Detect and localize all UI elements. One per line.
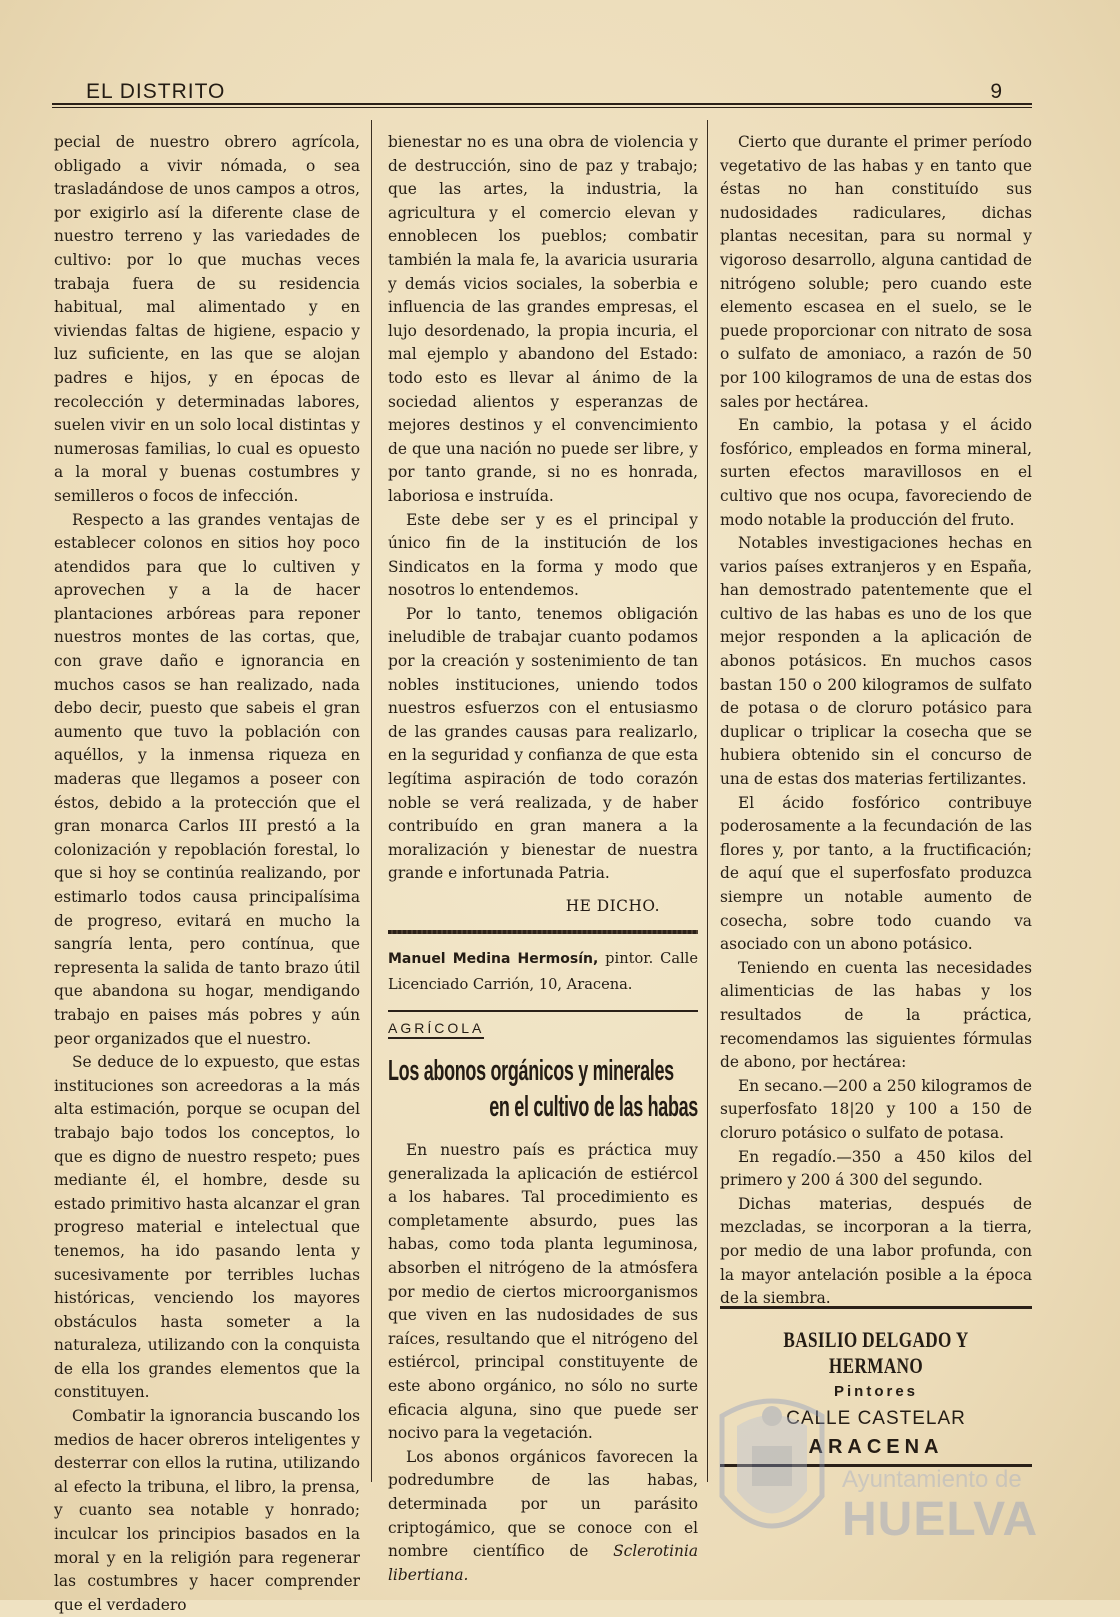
paragraph: En secano.—200 a 250 kilogramos de superfosfato 18|20 y 100 a 150 de cloruro potásico o sulfato de potasa. [720, 1076, 1032, 1142]
column-divider [371, 120, 372, 1482]
watermark-line1: Ayuntamiento de [842, 1466, 1022, 1493]
signoff: HE DICHO. [565, 897, 660, 915]
header-rule-thin [52, 107, 1032, 108]
page-header [52, 80, 1032, 104]
article-title [388, 1053, 698, 1125]
column-2 [388, 131, 698, 1587]
section-divider [388, 930, 698, 934]
archive-watermark [712, 1386, 1052, 1566]
page-number: 9 [990, 80, 1002, 103]
column-divider [707, 120, 708, 1482]
paragraph: pecial de nuestro obrero agrícola, obligado a vivir nómada, o sea trasladándose de unos campos a otros, por exigirlo así la diferente clase de nuestro terreno y las variedades de cultivo: por lo que muchas veces trabaja fuera de su residencia habitual, mal alimentado y en viviendas faltas de higiene, espacio y luz suficiente, en las que se alojan padres e hijos, y en épocas de recolección y determinadas labores, suelen vivir en un solo local distintas y numerosas familias, lo cual es opuesto a la moral y buenas costumbres y semilleros o focos de infección. [54, 133, 360, 505]
header-rule [52, 103, 1032, 105]
watermark-line2: HUELVA [842, 1493, 1039, 1546]
paragraph: En nuestro país es práctica muy generalizada la aplicación de estiércol a los habares. Tal procedimiento es completamente absurdo, pues las habas, como toda planta leguminosa, absorben el nitrógeno de la atmósfera por medio de ciertos microorganismos que viven en las nudosidades de sus raíces, resultando que el nitrógeno del estiércol, principal constituyente de este abono orgánico, no sólo no surte eficacia alguna, sino que puede ser nocivo para la vegetación. [388, 1141, 698, 1443]
article-title-line1: Los abonos orgánicos y minerales [388, 1055, 674, 1087]
ad-city: ARACENA [808, 1436, 944, 1458]
paragraph-text: Los abonos orgánicos favorecen la podredumbre de las habas, determinada por un parásito criptogámico, que se conoce con el nombre científico de [388, 1447, 698, 1561]
paragraph: Combatir la ignorancia buscando los medios de hacer obreros inteligentes y desterrar con ellos la rutina, utilizando al efecto la tribuna, el libro, la prensa, y cuanto sea notable y honrado; inculcar los principios basados en la moral y en la religión para regenerar las costumbres y hacer comprender que el verdadero [54, 1407, 360, 1614]
ad-business-name: BASILIO DELGADO Y HERMANO [783, 1327, 969, 1378]
paragraph: Notables investigaciones hechas en varios países extranjeros y en España, han demostrado patentemente que el cultivo de las habas es uno de los que mejor responden a la aplicación de abonos potásicos. En muchos casos bastan 150 o 200 kilogramos de sulfato de potasa o de cloruro potásico para duplicar o triplicar la cosecha que se hubiera obtenido sin el concurso de una de estas dos materias fertilizantes. [720, 534, 1032, 789]
paragraph: bienestar no es una obra de violencia y de destrucción, sino de paz y trabajo; que las artes, la industria, la agricultura y el comercio elevan y ennoblecen los pueblos; combatir también la mala fe, la avaricia usuraria y demás vicios sociales, la soberbia e influencia de las grandes empresas, el lujo desordenado, la propia incuria, el mal ejemplo y abandono del Estado: todo esto es llevar al ánimo de la sociedad alientos y esperanzas de mejores destinos y el convencimiento de que una nación no puede ser libre, y por tanto grande, si no es honrada, laboriosa e instruída. [388, 133, 698, 505]
paragraph: En regadío.—350 a 450 kilos del primero y 200 á 300 del segundo. [720, 1147, 1032, 1190]
paragraph: En cambio, la potasa y el ácido fosfórico, empleados en forma mineral, surten efectos maravillosos en el cultivo que nos ocupa, favoreciendo de modo notable la producción del fruto. [720, 416, 1032, 529]
ad-street: CALLE CASTELAR [786, 1408, 966, 1429]
paragraph: Este debe ser y es el principal y único fin de la institución de los Sindicatos en la forma y modo que nosotros lo entendemos. [388, 510, 698, 600]
newspaper-title: EL DISTRITO [86, 80, 226, 103]
paragraph: Por lo tanto, tenemos obligación ineludible de trabajar cuanto podamos por la creación y sostenimiento de tan nobles instituciones, uniendo todos nuestros esfuerzos con el entusiasmo de las grandes causas para realizarlo, en la seguridad y confianza de que esta legítima aspiración de todo corazón noble se verá realizada, y de haber contribuído en gran manera a la moralización y bienestar de nuestra grande e infortunada Patria. [388, 604, 698, 883]
column-3 [720, 131, 1032, 1311]
coat-of-arms-icon [712, 1386, 832, 1556]
paragraph: Se deduce de lo expuesto, que estas instituciones son acreedoras a la más alta estimación, porque se ocupan del trabajo bajo todos los conceptos, lo que es digno de nuestro respeto; pues mediante él, el hombre, desde su estado primitivo hasta alcanzar el gran progreso material e intelectual que tenemos, ha ido pasando lenta y sucesivamente por terribles luchas históricas, venciendo los mayores obstáculos hasta someter a la naturaleza, utilizando con la conquista de ella los grandes elementos que la constituyen. [54, 1053, 360, 1402]
paragraph: Dichas materias, después de mezcladas, se incorporan a la tierra, por medio de una labor profunda, con la mayor antelación posible a la época de la siembra. [720, 1194, 1032, 1308]
section-label: AGRÍCOLA [388, 1020, 484, 1039]
signature [388, 946, 698, 998]
ad-subtitle: Pintores [833, 1383, 918, 1400]
paragraph: Teniendo en cuenta las necesidades alimenticias de las habas y los resultados de la práctica, recomendamos las siguientes fórmulas de abono, por hectárea: [720, 958, 1032, 1072]
paragraph [388, 1446, 698, 1588]
paragraph: Respecto a las grandes ventajas de establecer colonos en sitios hoy poco atendidos para que lo cultiven y aprovechen y a la de hacer plantaciones arbóreas para reponer nuestros montes de las cortas, que, con grave daño e ignorancia en muchos casos se han realizado, nada debo decir, puesto que sabeis el gran aumento que tuvo la población con aquéllos, y la inmensa riqueza en maderas que llegamos a poseer con éstos, debido a la protección que el gran monarca Carlos III prestó a la colonización y repoblación forestal, lo que si hoy se continúa realizando, por estimarlo todos causa principalísima de progreso, evitará en mucho la sangría lenta, pero contínua, que representa la salida de tanto brazo útil que abandona su hogar, mendigando trabajo en paises más pobres y aún peor organizados que el nuestro. [54, 510, 360, 1048]
article-title-line2: en el cultivo de las habas [489, 1091, 698, 1123]
section-divider [388, 1010, 698, 1012]
paragraph: Cierto que durante el primer período vegetativo de las habas y en tanto que éstas no han constituído sus nudosidades radiculares, dichas plantas necesitan, para su normal y vigoroso desarrollo, alguna cantidad de nitrógeno soluble; pero cuando este elemento escasea en el suelo, se le puede proporcionar con nitrato de sosa o sulfato de amoniaco, a razón de 50 por 100 kilogramos de una de estas dos sales por hectárea. [720, 133, 1032, 411]
article-title-block [388, 1053, 698, 1139]
column-1 [54, 131, 360, 1617]
signature-details: pintor. Calle Licenciado Carrión, 10, Aracena. [388, 950, 698, 993]
paragraph: El ácido fosfórico contribuye poderosamente a la fecundación de las flores y, por tanto, a la fructificación; de aquí que el superfosfato produzca siempre un notable aumento de cosecha, sobre todo cuando va asociado con un abono potásico. [720, 793, 1032, 954]
signature-name: Manuel Medina Hermosín, [388, 951, 599, 967]
scientific-name: Sclerotinia libertiana. [388, 1542, 698, 1584]
